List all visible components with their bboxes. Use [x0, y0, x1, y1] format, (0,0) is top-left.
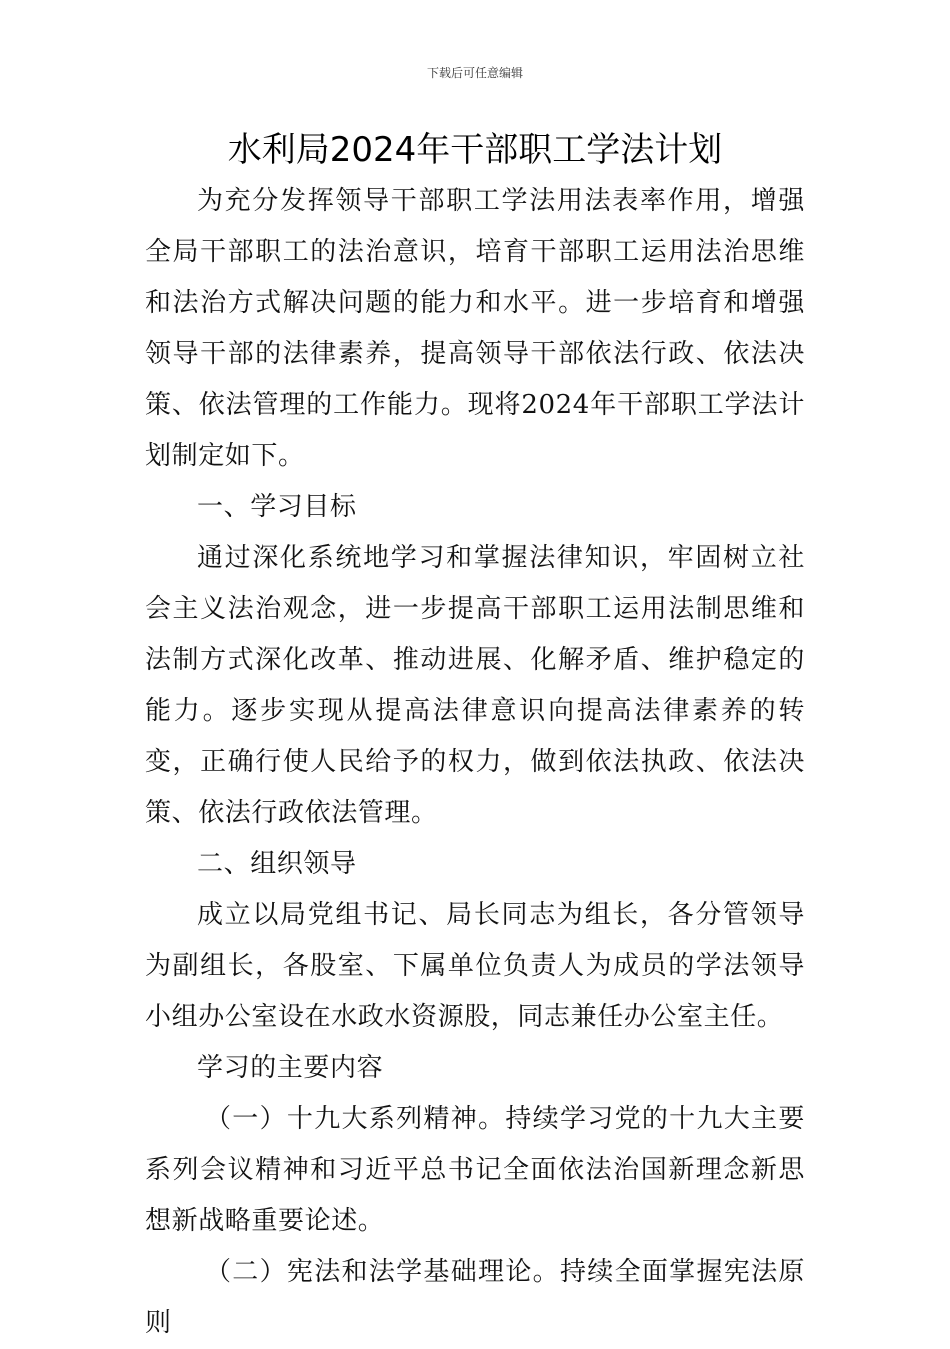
paragraph-item-1: （一）十九大系列精神。持续学习党的十九大主要系列会议精神和习近平总书记全面依法治国新理念新思想新战略重要论述。	[145, 1104, 805, 1236]
section-heading-content: 学习的主要内容	[197, 1053, 384, 1083]
document-body	[145, 176, 805, 1349]
paragraph-leadership: 成立以局党组书记、局长同志为组长，各分管领导为副组长，各股室、下属单位负责人为成员的学法领导小组办公室设在水政水资源股，同志兼任办公室主任。	[145, 900, 805, 1032]
section-heading-leadership: 二、组织领导	[197, 849, 357, 879]
document-title: 水利局2024年干部职工学法计划	[227, 130, 723, 170]
header-note: 下载后可任意编辑	[426, 66, 523, 80]
section-heading-goals: 一、学习目标	[197, 492, 357, 522]
paragraph-goals: 通过深化系统地学习和掌握法律知识，牢固树立社会主义法治观念，进一步提高干部职工运用法制思维和法制方式深化改革、推动进展、化解矛盾、维护稳定的能力。逐步实现从提高法律意识向提高法律素养的转变，正确行使人民给予的权力，做到依法执政、依法决策、依法行政依法管理。	[145, 543, 805, 828]
paragraph-item-2: （二）宪法和法学基础理论。持续全面掌握宪法原则	[145, 1257, 805, 1338]
paragraph-intro: 为充分发挥领导干部职工学法用法表率作用，增强全局干部职工的法治意识，培育干部职工运用法治思维和法治方式解决问题的能力和水平。进一步培育和增强领导干部的法律素养，提高领导干部依法行政、依法决策、依法管理的工作能力。现将2024年干部职工学法计划制定如下。	[145, 186, 805, 471]
